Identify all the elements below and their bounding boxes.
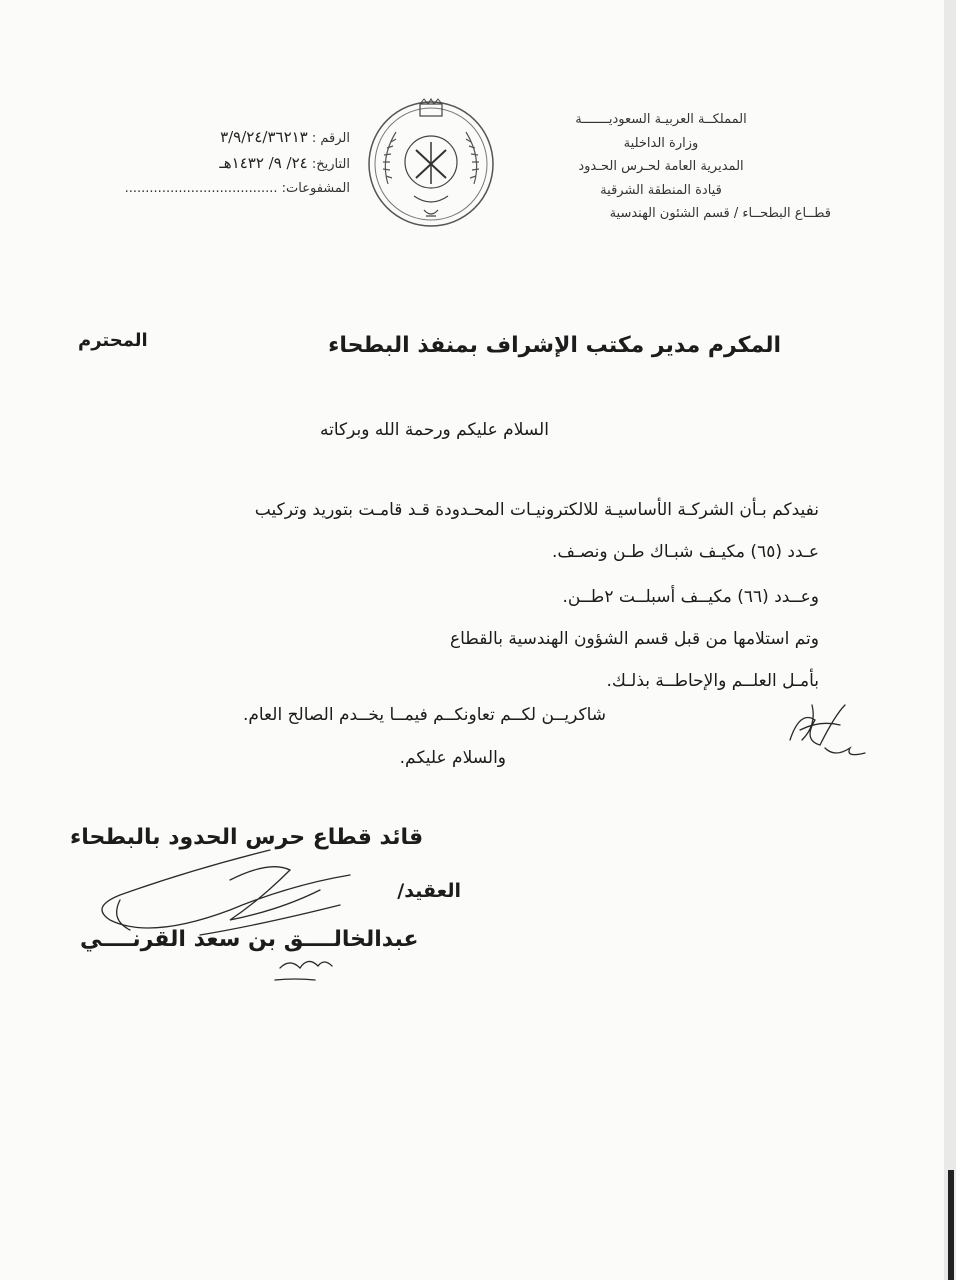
scan-edge	[944, 0, 956, 1280]
body-line-1: نفيدكم بـأن الشركـة الأساسيـة للالكترونيـات المحـدودة قـد قامـت بتوريد وتركيب	[254, 500, 819, 520]
reference-date-value: ٢٤/ ٩/ ١٤٣٢هـ	[219, 154, 308, 172]
greeting: السلام عليكم ورحمة الله وبركاته	[320, 420, 549, 440]
letter-reference-block	[110, 125, 350, 201]
org-line-directorate: المديرية العامة لحـرس الحـدود	[578, 159, 744, 174]
org-line-region: قيادة المنطقة الشرقية	[600, 182, 722, 198]
body-line-4: وتم استلامها من قبل قسم الشؤون الهندسية بالقطاع	[449, 629, 819, 649]
attachments-label: المشفوعات:	[281, 181, 350, 196]
body-line-5: بأمـل العلــم والإحاطــة بذلـك.	[606, 671, 819, 691]
reference-date-label: التاريخ:	[311, 157, 350, 172]
emblem-icon	[366, 98, 496, 230]
org-line-ministry: وزارة الداخلية	[623, 135, 699, 151]
reference-number-row	[110, 125, 350, 151]
signatory-title: قائد قطاع حرس الحدود بالبطحاء	[70, 825, 424, 850]
org-line-sector: قطــاع البطحــاء / قسم الشئون الهندسية	[609, 206, 831, 221]
addressee-line: المكرم مدير مكتب الإشراف بمنفذ البطحاء	[328, 333, 781, 358]
reference-date-row	[110, 151, 350, 177]
signatory-rank: العقيد/	[397, 880, 461, 902]
letterhead-organization	[511, 108, 831, 226]
body-line-2: عـدد (٦٥) مكيـف شبـاك طـن ونصـف.	[551, 542, 819, 562]
respected-label: المحترم	[78, 330, 148, 351]
body-line-3: وعــدد (٦٦) مكيــف أسبلــت ٢طــن.	[562, 587, 819, 607]
reference-number-value: ٣/٩/٢٤/٣٦٢١٣	[220, 128, 308, 146]
attachments-row: المشفوعات: .....................................	[124, 181, 350, 196]
org-line-kingdom: المملكــة العربيـة السعوديـــــــة	[575, 112, 747, 127]
farewell-line: والسلام عليكم.	[399, 748, 506, 768]
thanks-line: شاكريــن لكــم تعاونكــم فيمــا يخــدم الصالح العام.	[242, 705, 606, 725]
signatory-name: عبدالخالــــق بن سعد القرنــــي	[80, 927, 419, 952]
reference-number-label: الرقم :	[311, 131, 350, 146]
